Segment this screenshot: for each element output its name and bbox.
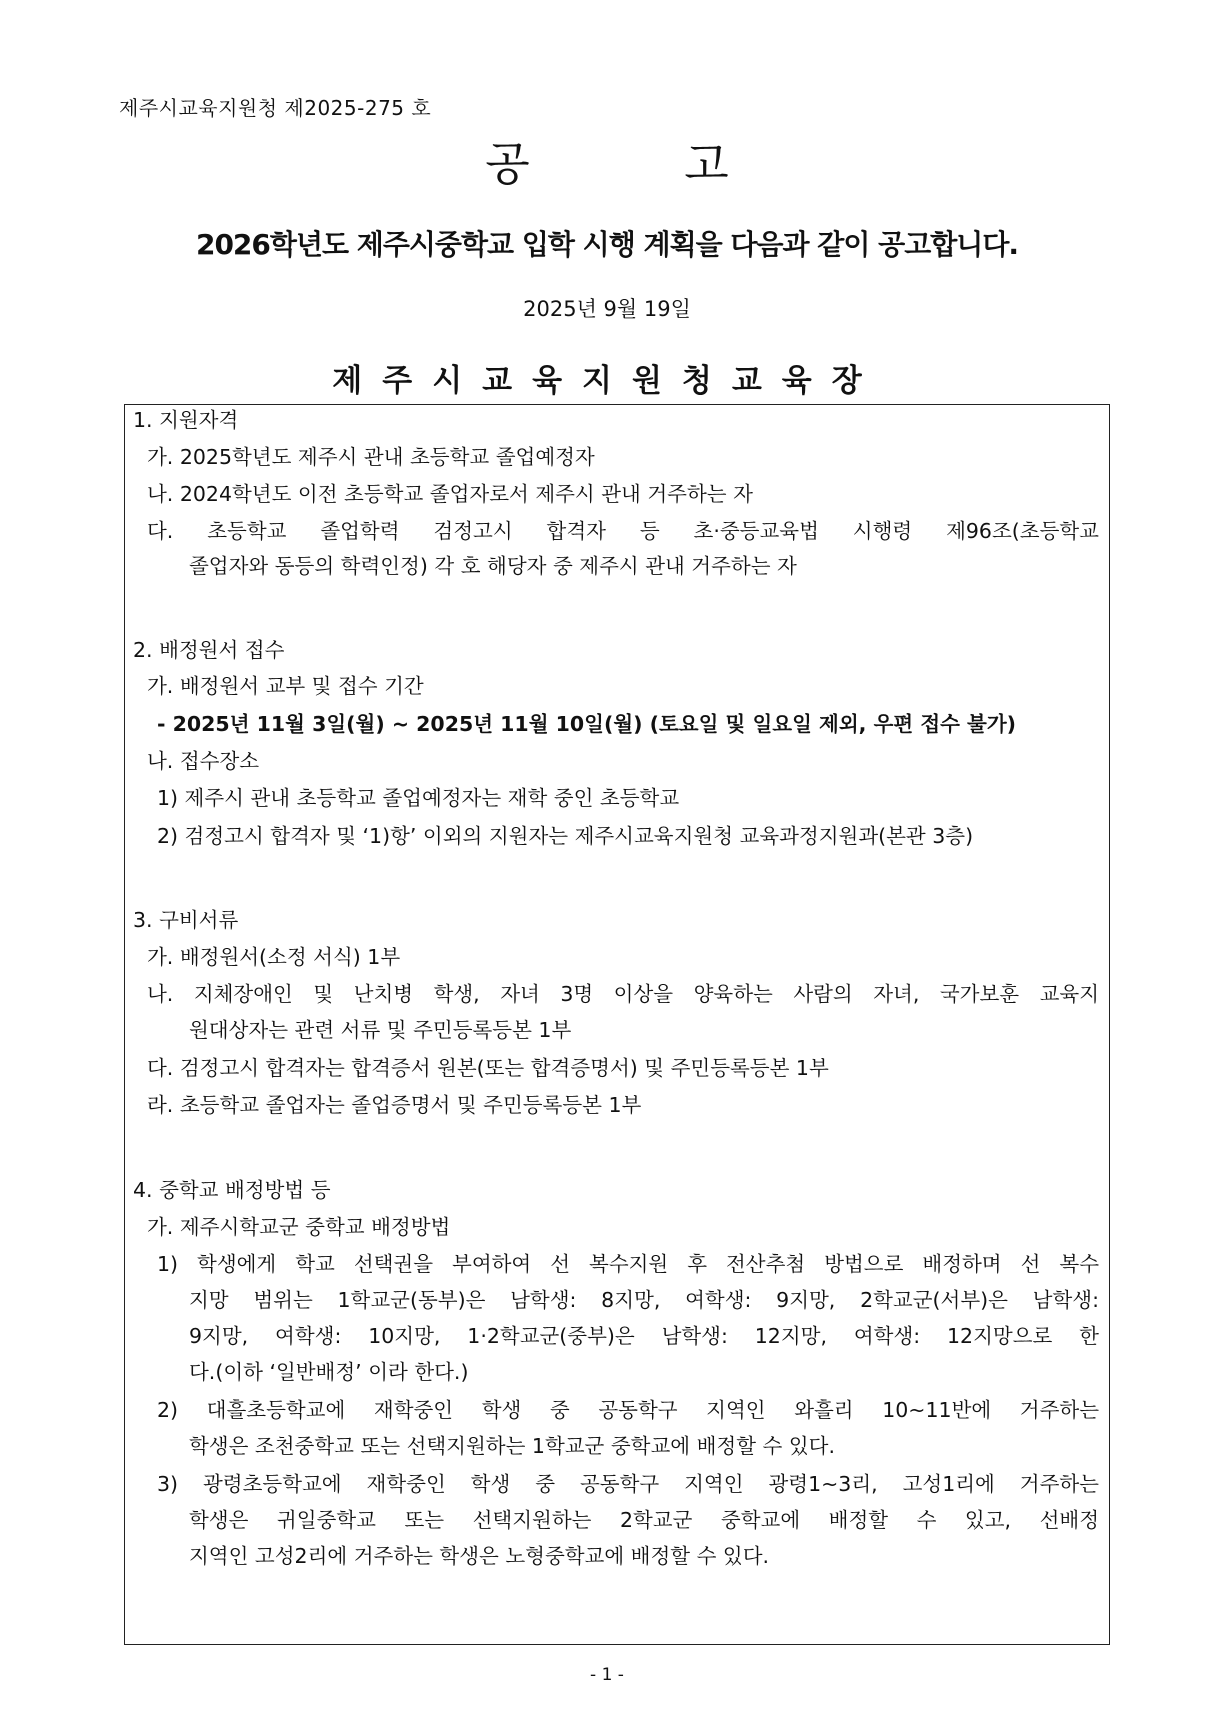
section-2-period: - 2025년 11월 3일(월) ~ 2025년 11월 10일(월) (토요일 및 일요일 제외, 우편 접수 불가) <box>157 712 1017 736</box>
section-1-item-c-line2: 졸업자와 동등의 학력인정) 각 호 해당자 중 제주시 관내 거주하는 자 <box>189 554 797 578</box>
section-4-point-3-line2: 학생은 귀일중학교 또는 선택지원하는 2학교군 중학교에 배정할 수 있고, 선배정 <box>189 1508 1099 1532</box>
section-4-point-2-line1: 2) 대흘초등학교에 재학중인 학생 중 공동학구 지역인 와흘리 10~11반에 거주하는 <box>157 1398 1099 1422</box>
section-3-item-a: 가. 배정원서(소정 서식) 1부 <box>147 945 401 969</box>
issuer-name: 제주시교육지원청교육장 <box>332 363 882 399</box>
section-2-item-b2: 2) 검정고시 합격자 및 ‘1)항’ 이외의 지원자는 제주시교육지원청 교육과정지원과(본관 3층) <box>157 824 974 848</box>
notice-date: 2025년 9월 19일 <box>523 297 691 321</box>
section-3-item-b-line2: 원대상자는 관련 서류 및 주민등록등본 1부 <box>189 1018 572 1042</box>
notice-headline: 2026학년도 제주시중학교 입학 시행 계획을 다음과 같이 공고합니다. <box>195 228 1019 261</box>
section-1-item-c-line1: 다. 초등학교 졸업학력 검정고시 합격자 등 초·중등교육법 시행령 제96조(초등학교 <box>147 519 1099 543</box>
section-2-item-a: 가. 배정원서 교부 및 접수 기간 <box>147 674 424 698</box>
page-number: - 1 - <box>590 1665 624 1685</box>
section-3-item-d: 라. 초등학교 졸업자는 졸업증명서 및 주민등록등본 1부 <box>147 1093 642 1117</box>
section-3-item-c: 다. 검정고시 합격자는 합격증서 원본(또는 합격증명서) 및 주민등록등본 1부 <box>147 1056 829 1080</box>
document-number: 제주시교육지원청 제2025-275 호 <box>119 96 432 120</box>
notice-title: 공 고 <box>485 137 729 191</box>
section-1-heading: 1. 지원자격 <box>133 408 239 432</box>
section-1-item-a: 가. 2025학년도 제주시 관내 초등학교 졸업예정자 <box>147 445 595 469</box>
section-3-heading: 3. 구비서류 <box>133 908 239 932</box>
section-2-heading: 2. 배정원서 접수 <box>133 638 285 662</box>
section-4-point-1-line3: 9지망, 여학생: 10지망, 1·2학교군(중부)은 남학생: 12지망, 여학생: 12지망으로 한 <box>189 1324 1099 1348</box>
section-2-item-b1: 1) 제주시 관내 초등학교 졸업예정자는 재학 중인 초등학교 <box>157 786 680 810</box>
section-4-point-3-line1: 3) 광령초등학교에 재학중인 학생 중 공동학구 지역인 광령1~3리, 고성1리에 거주하는 <box>157 1472 1099 1496</box>
section-4-item-a: 가. 제주시학교군 중학교 배정방법 <box>147 1215 451 1239</box>
section-4-point-1-line1: 1) 학생에게 학교 선택권을 부여하여 선 복수지원 후 전산추첨 방법으로 배정하며 선 복수 <box>157 1252 1099 1276</box>
notice-content-box <box>124 404 1110 1645</box>
section-1-item-b: 나. 2024학년도 이전 초등학교 졸업자로서 제주시 관내 거주하는 자 <box>147 482 753 506</box>
section-2-item-b: 나. 접수장소 <box>147 749 260 773</box>
section-4-point-1-line2: 지망 범위는 1학교군(동부)은 남학생: 8지망, 여학생: 9지망, 2학교군(서부)은 남학생: <box>189 1288 1099 1312</box>
section-4-point-2-line2: 학생은 조천중학교 또는 선택지원하는 1학교군 중학교에 배정할 수 있다. <box>189 1434 835 1458</box>
section-4-point-3-line3: 지역인 고성2리에 거주하는 학생은 노형중학교에 배정할 수 있다. <box>189 1544 770 1568</box>
section-4-heading: 4. 중학교 배정방법 등 <box>133 1178 331 1202</box>
section-4-point-1-line4: 다.(이하 ‘일반배정’ 이라 한다.) <box>189 1360 469 1384</box>
section-3-item-b-line1: 나. 지체장애인 및 난치병 학생, 자녀 3명 이상을 양육하는 사람의 자녀, 국가보훈 교육지 <box>147 982 1099 1006</box>
